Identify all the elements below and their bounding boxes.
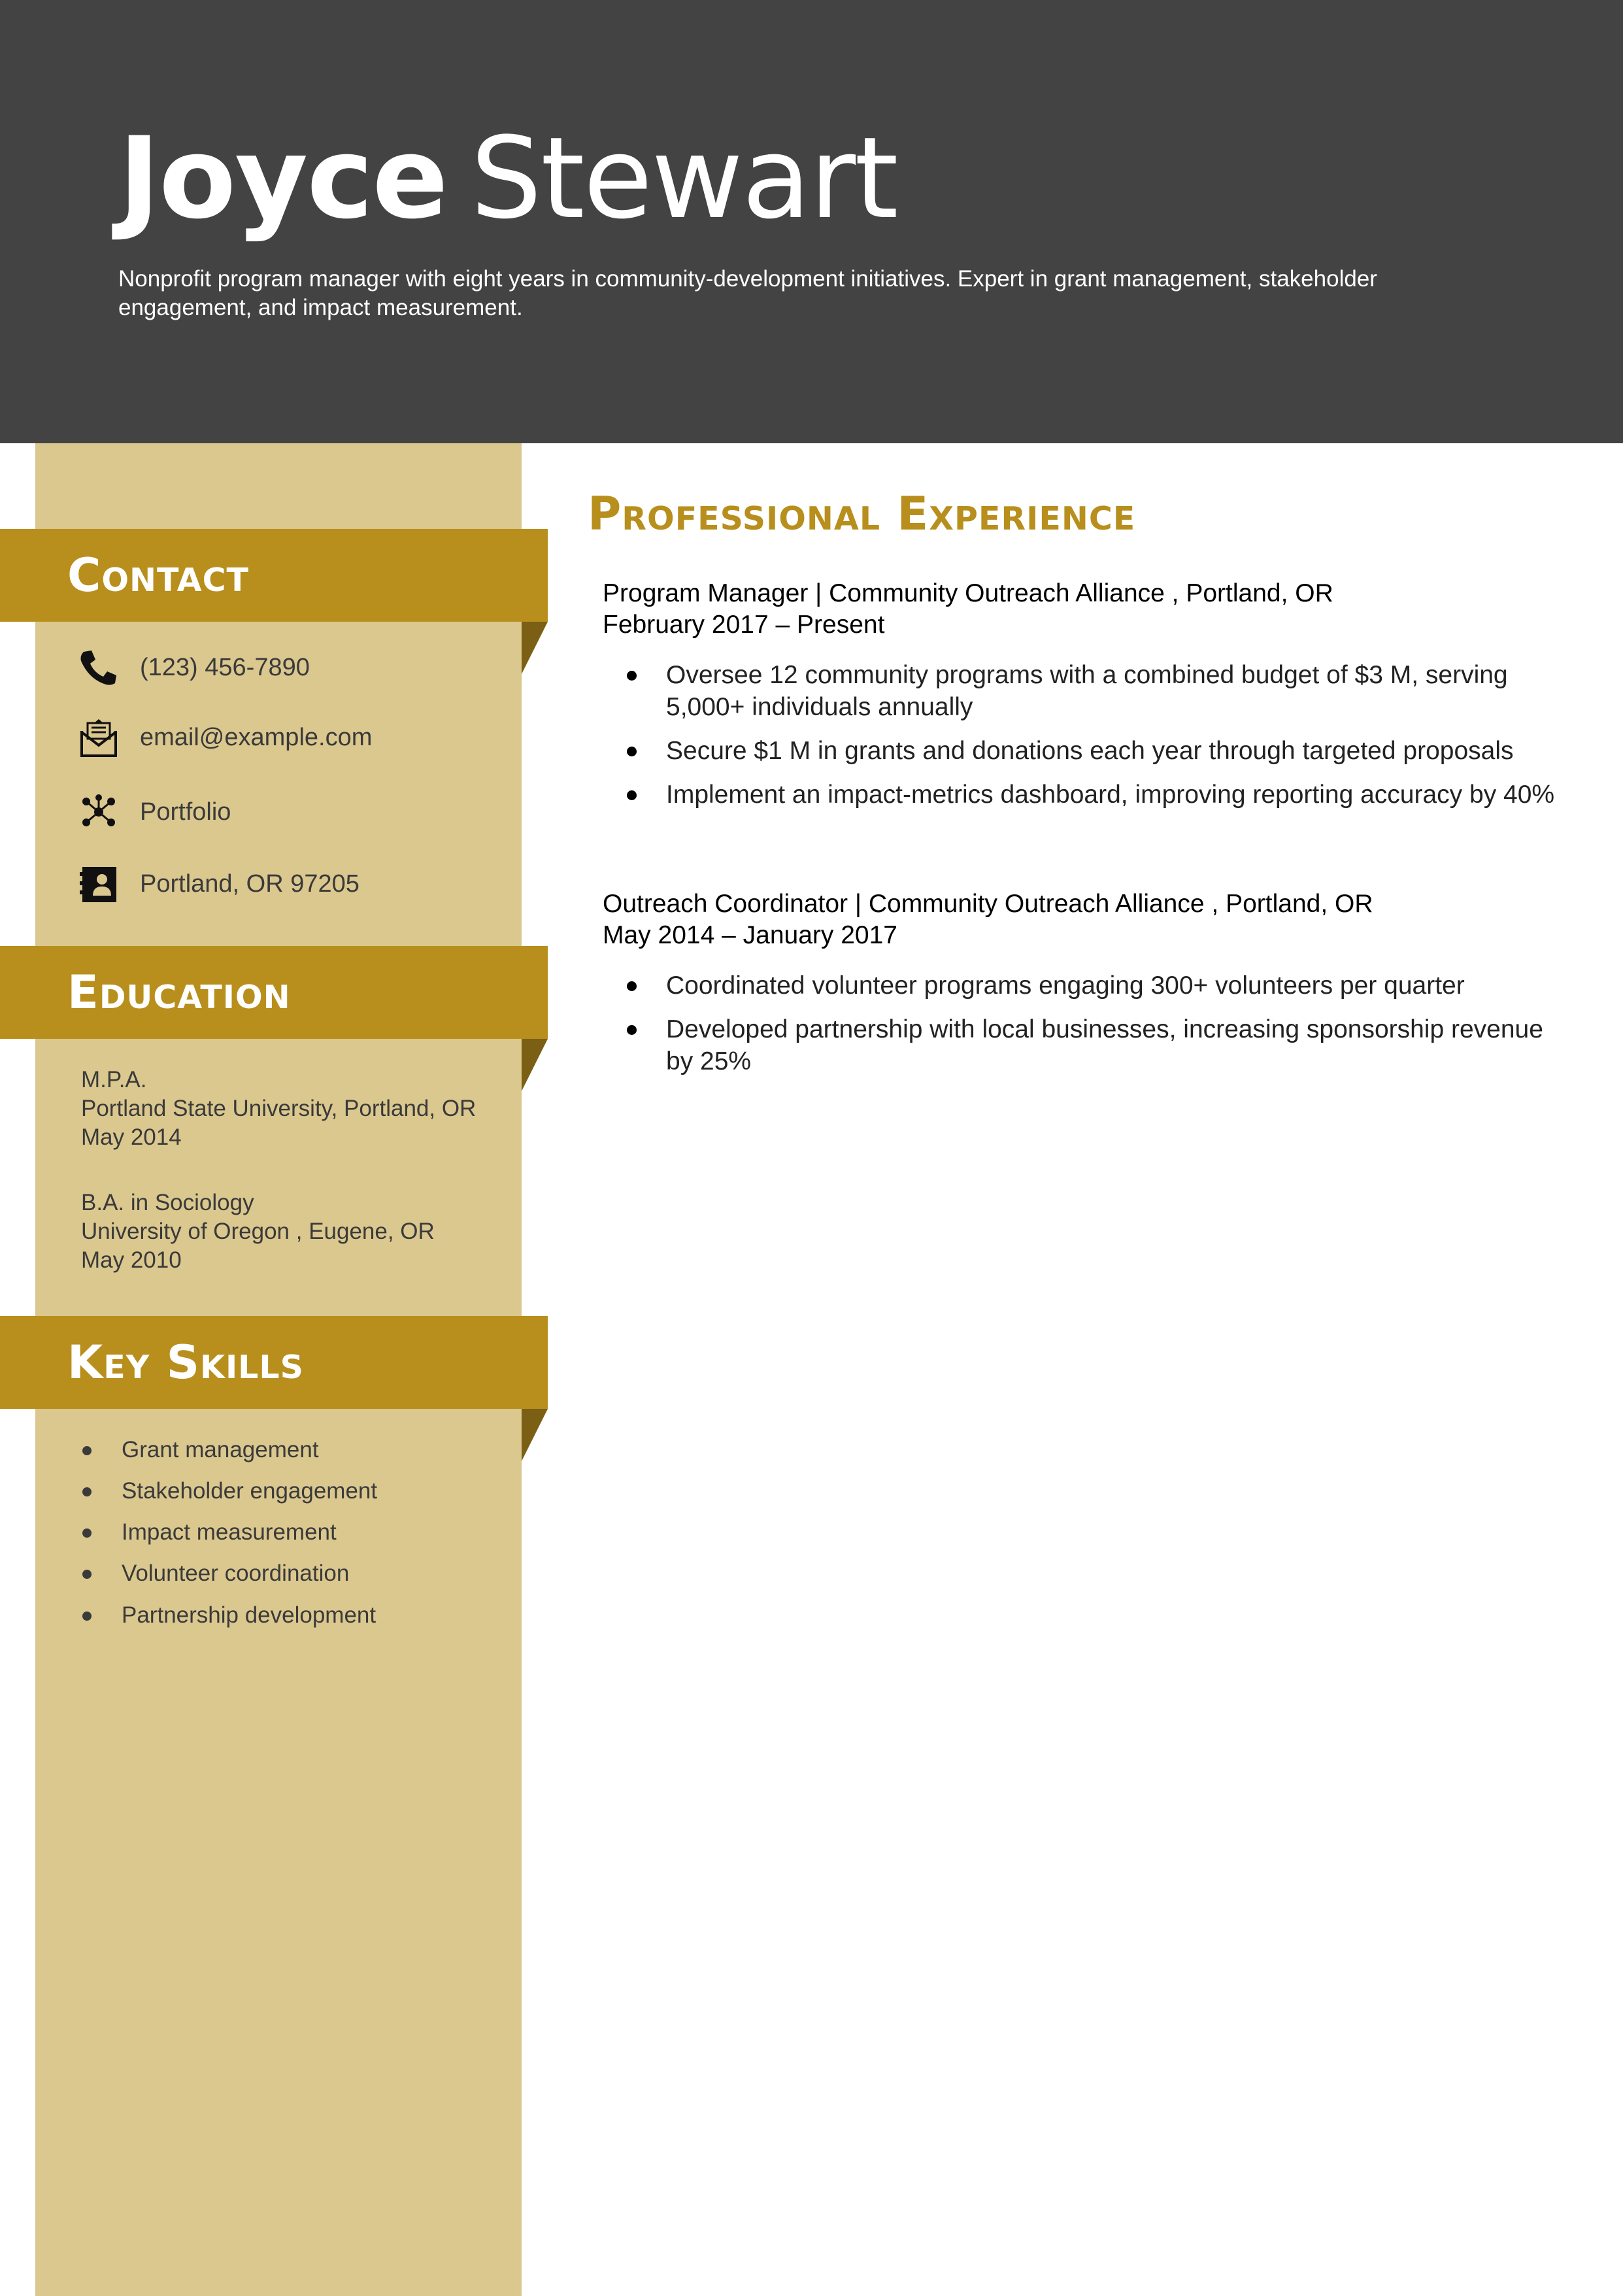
- graduation-date: May 2010: [81, 1247, 182, 1273]
- education-entry: [81, 1066, 512, 1152]
- contact-heading: Contact: [67, 549, 249, 602]
- bullet-icon: [627, 1025, 637, 1035]
- job-bullet: [603, 659, 1570, 723]
- skill-label: Impact measurement: [122, 1519, 337, 1545]
- bullet-text: Implement an impact-metrics dashboard, improving reporting accuracy by 40%: [666, 781, 1555, 809]
- candidate-name: [118, 111, 897, 246]
- bullet-text: Developed partnership with local businesses, increasing sponsorship revenue by 25%: [666, 1015, 1543, 1075]
- contact-address: [77, 860, 509, 907]
- job-bullet: [603, 779, 1570, 811]
- phone-icon: [77, 648, 120, 687]
- last-name: Stewart: [470, 112, 897, 244]
- bullet-icon: [82, 1528, 92, 1538]
- bullet-icon: [627, 790, 637, 800]
- degree: B.A. in Sociology: [81, 1190, 254, 1215]
- bullet-icon: [627, 671, 637, 681]
- bullet-text: Oversee 12 community programs with a combined budget of $3 M, serving 5,000+ individuals annually: [666, 661, 1508, 721]
- skill-item: [81, 1434, 499, 1466]
- job-entry: [603, 888, 1570, 1075]
- experience-heading: Professional Experience: [588, 487, 1136, 541]
- job-bullets: [603, 659, 1570, 822]
- profile-summary: Nonprofit program manager with eight years in community-development initiatives. Expert in grant management, stakeholder engagement, and impact measurement.: [118, 266, 1377, 320]
- job-title-line: Program Manager | Community Outreach Alliance , Portland, OR: [603, 579, 1333, 607]
- header-band: [0, 0, 1623, 443]
- email-text[interactable]: email@example.com: [140, 724, 373, 751]
- bullet-icon: [82, 1446, 92, 1455]
- bullet-icon: [82, 1570, 92, 1579]
- portfolio-link[interactable]: Portfolio: [140, 798, 231, 826]
- bullet-icon: [82, 1612, 92, 1621]
- skill-label: Volunteer coordination: [122, 1561, 350, 1586]
- job-bullet: [603, 735, 1570, 767]
- bullet-text: Coordinated volunteer programs engaging 300+ volunteers per quarter: [666, 971, 1465, 1000]
- education-heading: Education: [67, 966, 291, 1019]
- contact-phone: [77, 644, 509, 691]
- bullet-text: Secure $1 M in grants and donations each year through targeted proposals: [666, 737, 1514, 765]
- first-name: Joyce: [118, 112, 447, 244]
- bullet-icon: [627, 981, 637, 991]
- degree: M.P.A.: [81, 1067, 147, 1092]
- job-entry: [603, 578, 1570, 809]
- skills-heading: Key Skills: [67, 1336, 304, 1389]
- bullet-icon: [82, 1487, 92, 1496]
- education-banner-fold: [522, 1039, 548, 1091]
- skills-banner-fold: [522, 1409, 548, 1461]
- school: Portland State University, Portland, OR: [81, 1096, 477, 1121]
- address-book-icon: [77, 864, 120, 903]
- contact-banner: [0, 529, 548, 622]
- job-dates: February 2017 – Present: [603, 611, 885, 639]
- job-bullet: [603, 970, 1570, 1002]
- skill-label: Partnership development: [122, 1602, 376, 1628]
- envelope-icon: [77, 718, 120, 757]
- education-entry: [81, 1189, 512, 1275]
- education-banner: [0, 946, 548, 1039]
- school: University of Oregon , Eugene, OR: [81, 1219, 435, 1244]
- skill-item: [81, 1475, 499, 1508]
- skill-item: [81, 1516, 499, 1549]
- job-bullets: [603, 970, 1570, 1089]
- graduation-date: May 2014: [81, 1124, 182, 1150]
- job-title-line: Outreach Coordinator | Community Outreach Alliance , Portland, OR: [603, 890, 1373, 918]
- skill-item: [81, 1557, 499, 1590]
- job-dates: May 2014 – January 2017: [603, 921, 897, 949]
- skills-banner: [0, 1316, 548, 1409]
- contact-email: [77, 714, 509, 761]
- skill-item: [81, 1599, 499, 1632]
- network-icon: [77, 792, 120, 832]
- address-text: Portland, OR 97205: [140, 870, 360, 898]
- phone-text: (123) 456-7890: [140, 654, 310, 681]
- contact-portfolio: [77, 788, 509, 836]
- skill-label: Grant management: [122, 1437, 319, 1462]
- skill-label: Stakeholder engagement: [122, 1478, 378, 1504]
- contact-banner-fold: [522, 622, 548, 674]
- bullet-icon: [627, 747, 637, 756]
- job-bullet: [603, 1013, 1570, 1077]
